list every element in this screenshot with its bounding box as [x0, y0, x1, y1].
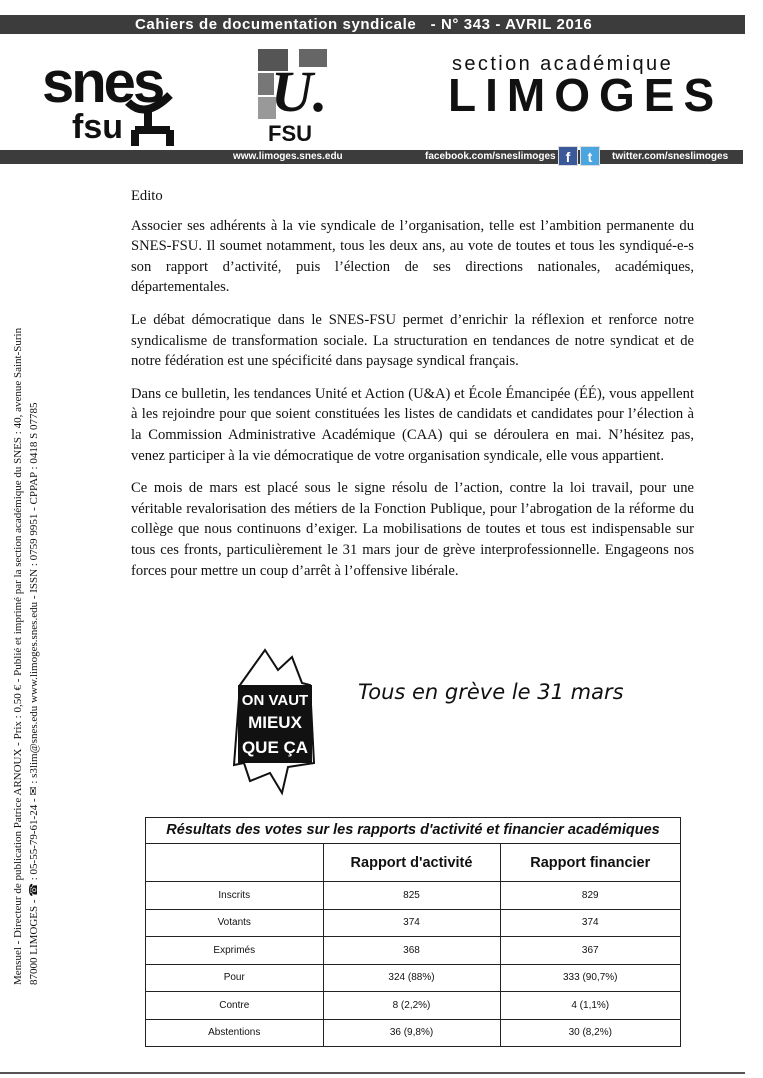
page-bottom-rule [0, 1072, 745, 1074]
row-label: Inscrits [146, 882, 323, 910]
facebook-icon[interactable]: f [558, 146, 578, 166]
links-bar [0, 150, 743, 164]
table-row [146, 882, 680, 910]
vote-results-box [145, 817, 681, 1047]
snes-fsu-logo [40, 40, 180, 150]
table-row [146, 909, 680, 937]
table-cell: 367 [500, 937, 680, 965]
sign-line-3: QUE ÇA [241, 738, 309, 757]
column-header: Rapport financier [500, 844, 680, 882]
table-row [146, 964, 680, 992]
fsu-logo-text: fsu [72, 108, 123, 146]
article-paragraph: Le débat démocratique dans le SNES-FSU permet d’enrichir la réflexion et renforce notre syndicalisme de transformation sociale. La structuration en tendances de notre syndicat et de notre fédération est une spécificité dans paysage syndical français. [131, 311, 694, 370]
twitter-icon[interactable]: t [580, 146, 600, 166]
table-cell: 30 (8,2%) [500, 1019, 680, 1046]
sign-line-1: ON VAUT [241, 692, 309, 709]
website-link[interactable]: www.limoges.snes.edu [233, 151, 343, 162]
twitter-link[interactable]: twitter.com/sneslimoges [612, 151, 729, 162]
table-row [146, 1019, 680, 1046]
publication-sidebar [10, 265, 42, 985]
table-cell: 324 (88%) [323, 964, 500, 992]
article-heading: Edito [131, 188, 163, 204]
sidebar-line-1: Mensuel - Directeur de publication Patrice ARNOUX - Prix : 0,50 € - Publié et imprimé par la section académique du SNES : 40, avenue Saint-Surin [12, 327, 24, 985]
row-label: Exprimés [146, 937, 323, 965]
sidebar-line-2: 87000 LIMOGES - ☎ : 05-55-79-61-24 - ✉ : s3lim@snes.edu www.limoges.snes.edu - ISSN : 0759 9951 - CPPAP : 0418 S 07785 [28, 402, 40, 985]
protest-sign-drawing [230, 645, 320, 805]
snes-logo-text: snes [42, 50, 163, 115]
table-cell: 4 (1,1%) [500, 992, 680, 1020]
table-cell: 8 (2,2%) [323, 992, 500, 1020]
table-cell: 374 [323, 909, 500, 937]
table-cell: 368 [323, 937, 500, 965]
column-header [146, 844, 323, 882]
city-title: LIMOGES [448, 69, 724, 121]
table-cell: 374 [500, 909, 680, 937]
edito-article [131, 186, 694, 593]
facebook-link[interactable]: facebook.com/sneslimoges [425, 151, 556, 162]
strike-caption: Tous en grève le 31 mars [358, 680, 624, 704]
u-logo-text: U. [271, 59, 328, 124]
column-header: Rapport d'activité [323, 844, 500, 882]
issue-text: Cahiers de documentation syndicale - N° 343 - AVRIL 2016 [135, 16, 593, 33]
row-label: Votants [146, 909, 323, 937]
article-paragraph: Ce mois de mars est placé sous le signe résolu de l’action, contre la loi travail, pour une véritable revalorisation des métiers de la Fonction Publique, pour l’abrogation de la réforme du collège que nous continuons d’exiger. La mobilisations de toutes et tous est indispensable sur tous ces fronts, particulièrement le 31 mars jour de grève interprofessionnelle. Engageons nos forces pour mettre un coup d’arrêt à l’offensive libérale. [131, 480, 694, 579]
table-row [146, 937, 680, 965]
table-row [146, 992, 680, 1020]
table-cell: 333 (90,7%) [500, 964, 680, 992]
sign-line-2: MIEUX [248, 713, 302, 732]
results-header-row [146, 844, 680, 882]
row-label: Abstentions [146, 1019, 323, 1046]
u-fsu-logo [255, 45, 330, 145]
article-paragraph: Dans ce bulletin, les tendances Unité et Action (U&A) et École Émancipée (ÉÉ), vous appellent à les rejoindre pour que soient constituées les listes de candidats et candidates pour l’élection à la Commission Administrative Académique (CAA) qui se déroulera en mai. N’hésitez pas, venez participer à la vie démocratique de votre organisation syndicale, elle vous appartient. [131, 385, 694, 464]
row-label: Pour [146, 964, 323, 992]
u-logo-fsu-text: FSU [268, 121, 312, 145]
table-cell: 36 (9,8%) [323, 1019, 500, 1046]
row-label: Contre [146, 992, 323, 1020]
section-label: section académique [452, 53, 674, 75]
table-cell: 829 [500, 882, 680, 910]
results-table [146, 844, 680, 1046]
article-paragraph: Associer ses adhérents à la vie syndicale de l’organisation, telle est l’ambition permanente du SNES-FSU. Il soumet notamment, tous les deux ans, au vote de toutes et tous les syndiqué-e-s son rapport d’activité, puis l’élection de ses directions nationales, académiques, départementales. [131, 217, 694, 296]
results-title: Résultats des votes sur les rapports d'activité et financier académiques [146, 818, 680, 844]
table-cell: 825 [323, 882, 500, 910]
issue-banner [0, 15, 745, 34]
